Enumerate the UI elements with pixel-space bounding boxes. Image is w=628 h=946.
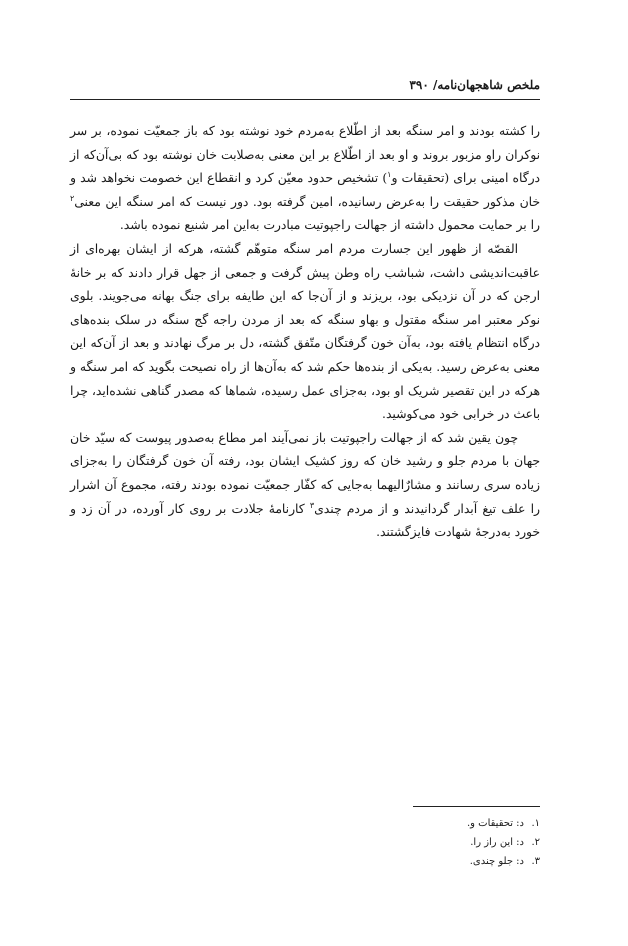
- footnote-ref-1[interactable]: ۱: [387, 170, 392, 180]
- footnote-ref-2[interactable]: ۲: [70, 193, 75, 203]
- paragraph-3-text-b: کارنامهٔ جلادت بر روی کار آورده، در آن زد و خورد به‌درجهٔ شهادت فایزگشتند.: [70, 501, 540, 540]
- footnote-ref-3[interactable]: ۳: [309, 500, 315, 510]
- footnote-3: [300, 852, 540, 871]
- running-header: ملخص شاهجهان‌نامه/ ۳۹۰: [409, 78, 540, 92]
- paragraph-3-text-a: چون یقین شد که از جهالت راجپوتیت باز نمی‌آیند امر مطاع به‌صدور پیوست که سیّد خان جهان با مردم جلو و رشید خان که روز کشیک ایشان بود، رفته آن خون گرفتگان را به‌جزای زیاده سری رسانند و مشارٌالیهما به‌جایی که کفّار جمعیّت نموده بودند رفته، مجموع آن اشرار را علف تیغ آبدار گردانیدند و از مردم چندی: [70, 430, 540, 516]
- footnote-number: ۲.: [531, 837, 540, 848]
- paragraph-1-text-b: ) تشخیص حدود معیّن کرد و انقطاع این خصومت نخواهد شد و خان مذکور حقیقت را به‌عرض رسانیده، امین گرفته بود. دور نیست که امر سنگه این معنی: [70, 171, 540, 209]
- footnote-number: ۳.: [531, 856, 540, 867]
- main-text: [70, 120, 540, 545]
- footnotes: [300, 814, 540, 871]
- paragraph-1-text-c: را بر حمایت محمول داشته از جهالت راجپوتیت مبادرت به‌این امر شنیع نموده باشد.: [119, 218, 540, 233]
- footnote-rule: [413, 806, 540, 807]
- footnote-1: [300, 814, 540, 833]
- paragraph-3: [70, 427, 540, 545]
- paragraph-2: القصّه از ظهور این جسارت مردم امر سنگه متوهّم گشته، هرکه از ایشان بهره‌ای از عاقبت‌اندیشی داشت، شباشب راه وطن پیش گرفت و جمعی از جهل قرار دادند که بر خانهٔ ارجن که در آن نزدیکی بود، بریزند و از آن‌جا که این طایفه برای جنگ بهانه می‌جویند. بلوی نوکر معتبر امر سنگه مقتول و بهاو سنگه که بعد از مردن راجه گج سنگه در سلک بنده‌های درگاه انتظام یافته بود، به‌آن خون گرفتگان متّفق گشته، دل بر مرگ نهادند و بعد از آن‌که این معنی به‌عرض رسید. به‌یکی از بنده‌ها حکم شد که به‌آن‌ها از راه نصیحت بگوید که امر سنگه و هرکه در این تقصیر شریک او بود، به‌جزای عمل رسیده، شماها که مصدر گناهی نشده‌اید، چرا باعث در خرابی خود می‌کوشید.: [70, 241, 540, 422]
- footnote-2: [300, 833, 540, 852]
- footnote-number: ۱.: [531, 818, 540, 829]
- footnote-text: د: این راز را.: [470, 837, 524, 848]
- footnote-text: د: تحقیقات و.: [466, 818, 524, 829]
- footnote-text: د: جلو چندی.: [469, 856, 524, 867]
- paragraph-1-text-a: را کشته بودند و امر سنگه بعد از اطّلاع به‌مردم خود نوشته بود که باز جمعیّت نموده، بر سر نوکران راو مزبور بروند و او بعد از اطّلاع بر این معنی به‌صلابت خان نوشته بود که بی‌آن‌که از درگاه امینی برای (تحقیقات و: [70, 124, 540, 186]
- paragraph-1: [70, 120, 540, 238]
- header-rule: [70, 99, 540, 100]
